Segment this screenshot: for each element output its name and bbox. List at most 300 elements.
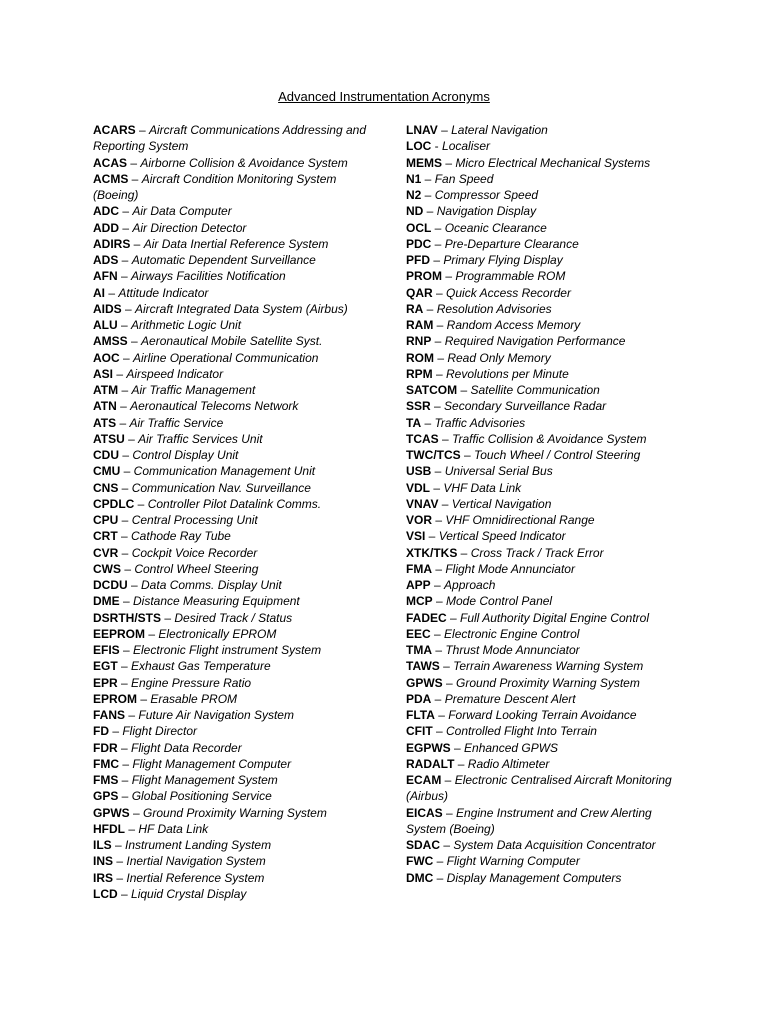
acronym-separator: –: [446, 610, 461, 625]
acronym-abbr: CFIT: [406, 724, 433, 739]
acronym-definition: Vertical Navigation: [451, 496, 552, 511]
acronym-abbr: RAM: [406, 318, 434, 332]
acronym-entry: [93, 431, 378, 447]
acronym-abbr: ADIRS: [93, 236, 131, 251]
acronym-definition: Approach: [444, 578, 496, 592]
acronym-entry: [93, 480, 378, 496]
acronym-separator: –: [423, 204, 437, 219]
acronym-entry: [93, 415, 378, 431]
acronym-definition: Forward Looking Terrain Avoidance: [448, 708, 637, 722]
acronym-definition: Controlled Flight Into Terrain: [446, 724, 597, 739]
acronym-separator: –: [431, 334, 445, 349]
acronym-definition: Aircraft Communications Addressing and Reporting System: [93, 123, 366, 154]
acronym-definition: Touch Wheel / Control Steering: [474, 448, 641, 462]
acronym-abbr: ACMS: [93, 171, 129, 186]
acronym-abbr: CRT: [93, 529, 118, 544]
acronym-definition: Flight Management Computer: [132, 756, 292, 771]
acronym-entry: [406, 415, 686, 431]
acronym-entry: [406, 870, 686, 886]
acronym-separator: –: [442, 269, 456, 284]
acronym-abbr: CDU: [93, 448, 119, 462]
acronym-separator: –: [421, 188, 435, 202]
acronym-separator: –: [438, 496, 452, 511]
acronym-abbr: CMU: [93, 464, 121, 479]
acronym-definition: Distance Measuring Equipment: [133, 594, 300, 609]
acronym-definition: Air Direction Detector: [132, 220, 247, 235]
acronym-separator: –: [116, 415, 130, 430]
acronym-separator: –: [113, 366, 127, 381]
acronym-definition: Electronic Centralised Aircraft Monitoring (Airbus): [406, 773, 672, 804]
acronym-definition: Navigation Display: [436, 204, 537, 219]
acronym-separator: –: [119, 594, 134, 609]
acronym-entry: [93, 788, 378, 804]
acronym-abbr: EFIS: [93, 643, 120, 657]
acronym-abbr: SSR: [406, 399, 431, 414]
acronym-entry: [406, 691, 686, 707]
acronym-separator: –: [439, 659, 454, 674]
acronym-separator: –: [442, 675, 457, 690]
acronym-definition: Exhaust Gas Temperature: [131, 659, 271, 674]
acronym-definition: Revolutions per Minute: [446, 366, 569, 381]
acronym-abbr: LCD: [93, 886, 118, 901]
acronym-abbr: ATSU: [93, 431, 125, 446]
acronym-entry: [93, 236, 378, 252]
acronym-definition: Satellite Communication: [470, 383, 600, 397]
acronym-definition: Engine Instrument and Crew Alerting System (Boeing): [406, 805, 652, 836]
acronym-definition: Premature Descent Alert: [444, 691, 576, 706]
acronym-definition: Oceanic Clearance: [444, 220, 547, 235]
acronym-definition: Airline Operational Communication: [133, 350, 319, 365]
acronym-entry: [93, 707, 378, 723]
acronym-definition: Central Processing Unit: [131, 513, 258, 527]
acronym-separator: –: [421, 415, 435, 430]
acronym-entry: [93, 171, 378, 204]
acronym-abbr: PDA: [406, 691, 432, 706]
acronym-entry: [406, 220, 686, 236]
acronym-separator: –: [442, 155, 456, 170]
acronym-definition: Traffic Advisories: [434, 415, 526, 430]
acronym-separator: –: [130, 236, 144, 251]
acronym-definition: Automatic Dependent Surveillance: [131, 253, 316, 267]
acronym-definition: Air Traffic Service: [129, 415, 224, 430]
acronym-entry: [93, 626, 378, 642]
acronym-entry: [406, 398, 686, 414]
acronym-definition: Read Only Memory: [447, 350, 551, 365]
acronym-separator: –: [433, 870, 447, 885]
acronym-abbr: SDAC: [406, 838, 441, 852]
acronym-separator: –: [118, 480, 132, 495]
acronym-entry: [93, 122, 378, 155]
acronym-definition: Liquid Crystal Display: [131, 886, 247, 901]
acronym-definition: Air Traffic Management: [131, 383, 256, 397]
acronym-definition: Fan Speed: [434, 171, 494, 186]
acronym-entry: [406, 756, 686, 772]
acronym-abbr: ADD: [93, 220, 119, 235]
acronym-abbr: AMSS: [93, 334, 128, 349]
acronym-entry: [93, 398, 378, 414]
acronym-definition: Cockpit Voice Recorder: [131, 545, 258, 560]
acronym-entry: [406, 350, 686, 366]
acronym-definition: Pre-Departure Clearance: [444, 236, 579, 251]
acronym-entry: [93, 350, 378, 366]
acronym-entry: [93, 561, 378, 577]
acronym-abbr: ROM: [406, 350, 434, 365]
acronym-entry: [406, 805, 686, 838]
acronym-entry: [406, 658, 686, 674]
acronym-separator: –: [457, 383, 471, 397]
acronym-separator: –: [433, 854, 447, 869]
acronym-definition: Flight Director: [122, 724, 198, 739]
acronym-abbr: FADEC: [406, 610, 447, 625]
acronym-separator: –: [117, 886, 132, 901]
acronym-abbr: QAR: [406, 285, 433, 300]
acronym-abbr: ILS: [93, 838, 112, 852]
acronym-definition: Arithmetic Logic Unit: [131, 318, 242, 332]
acronym-entry: [93, 805, 378, 821]
acronym-separator: –: [432, 285, 447, 300]
acronym-definition: Electronic Engine Control: [444, 626, 580, 641]
acronym-entry: [93, 577, 378, 593]
acronym-entry: [406, 626, 686, 642]
acronym-separator: –: [117, 318, 132, 332]
acronym-entry: [406, 317, 686, 333]
acronym-separator: –: [430, 253, 444, 267]
acronym-separator: –: [129, 805, 144, 820]
acronym-separator: –: [119, 204, 133, 219]
acronym-definition: Terrain Awareness Warning System: [453, 659, 644, 674]
acronym-definition: Quick Access Recorder: [446, 285, 571, 300]
acronym-column-right: [406, 122, 686, 886]
acronym-abbr: VNAV: [406, 496, 439, 511]
acronym-abbr: GPWS: [406, 675, 443, 690]
acronym-abbr: TMA: [406, 643, 432, 657]
acronym-abbr: RPM: [406, 366, 433, 381]
acronym-definition: Air Traffic Services Unit: [138, 431, 263, 446]
acronym-abbr: CNS: [93, 480, 119, 495]
document-title: Advanced Instrumentation Acronyms: [278, 89, 490, 104]
acronym-definition: Electronically EPROM: [158, 626, 277, 641]
acronym-separator: –: [432, 724, 447, 739]
acronym-entry: [406, 723, 686, 739]
acronym-entry: [93, 642, 378, 658]
acronym-abbr: AI: [93, 285, 105, 300]
acronym-separator: –: [457, 545, 471, 560]
acronym-definition: Resolution Advisories: [436, 301, 552, 316]
acronym-entry: [406, 382, 686, 398]
acronym-abbr: RA: [406, 301, 424, 316]
acronym-definition: Electronic Flight instrument System: [133, 643, 322, 657]
acronym-abbr: PDC: [406, 236, 432, 251]
acronym-entry: [93, 675, 378, 691]
acronym-abbr: N1: [406, 171, 422, 186]
acronym-definition: Desired Track / Status: [174, 610, 293, 625]
acronym-entry: [406, 366, 686, 382]
acronym-abbr: CVR: [93, 545, 119, 560]
acronym-separator: –: [117, 659, 132, 674]
acronym-definition: Secondary Surveillance Radar: [444, 399, 607, 414]
acronym-abbr: TAWS: [406, 659, 440, 674]
acronym-separator: –: [121, 301, 136, 316]
acronym-definition: Air Data Inertial Reference System: [143, 236, 329, 251]
acronym-entry: [93, 317, 378, 333]
acronym-abbr: AIDS: [93, 301, 122, 316]
acronym-entry: [93, 220, 378, 236]
acronym-entry: [406, 610, 686, 626]
acronym-separator: –: [127, 578, 142, 592]
acronym-abbr: TCAS: [406, 431, 439, 446]
acronym-definition: Instrument Landing System: [125, 838, 272, 852]
acronym-abbr: ASI: [93, 366, 114, 381]
acronym-entry: [406, 642, 686, 658]
acronym-entry: [93, 772, 378, 788]
acronym-abbr: INS: [93, 854, 114, 869]
acronym-abbr: AOC: [93, 350, 120, 365]
acronym-definition: Display Management Computers: [446, 870, 622, 885]
acronym-definition: Inertial Navigation System: [126, 854, 266, 869]
acronym-entry: [93, 545, 378, 561]
acronym-separator: –: [117, 529, 132, 544]
acronym-definition: Engine Pressure Ratio: [131, 675, 252, 690]
acronym-separator: –: [117, 740, 132, 755]
acronym-abbr: GPWS: [93, 805, 130, 820]
acronym-separator: –: [121, 561, 135, 576]
acronym-definition: Airways Facilities Notification: [131, 269, 286, 284]
acronym-entry: [406, 122, 686, 138]
acronym-abbr: MEMS: [406, 155, 442, 170]
acronym-abbr: CPDLC: [93, 496, 135, 511]
acronym-entry: [406, 236, 686, 252]
acronym-entry: [406, 203, 686, 219]
acronym-separator: –: [116, 399, 131, 414]
acronym-separator: –: [134, 496, 148, 511]
acronym-abbr: FANS: [93, 708, 126, 722]
acronym-abbr: GPS: [93, 789, 119, 804]
acronym-entry: [406, 480, 686, 496]
acronym-abbr: VDL: [406, 480, 430, 495]
acronym-definition: Random Access Memory: [446, 318, 581, 332]
acronym-separator: –: [431, 691, 445, 706]
acronym-separator: –: [105, 285, 119, 300]
acronym-entry: [406, 155, 686, 171]
acronym-abbr: FWC: [406, 854, 434, 869]
acronym-separator: –: [119, 643, 134, 657]
acronym-abbr: EICAS: [406, 805, 443, 820]
acronym-entry: [93, 837, 378, 853]
acronym-entry: [406, 268, 686, 284]
acronym-entry: [406, 675, 686, 691]
acronym-abbr: EPR: [93, 675, 118, 690]
acronym-abbr: CPU: [93, 513, 119, 527]
acronym-abbr: ADS: [93, 253, 119, 267]
acronym-abbr: LNAV: [406, 123, 438, 137]
acronym-entry: [406, 707, 686, 723]
acronym-definition: Global Positioning Service: [131, 789, 272, 804]
acronym-definition: Localiser: [442, 139, 491, 154]
acronym-entry: [406, 577, 686, 593]
acronym-definition: Flight Management System: [131, 773, 278, 787]
acronym-entry: [406, 463, 686, 479]
acronym-separator: –: [118, 789, 132, 804]
acronym-definition: Universal Serial Bus: [444, 464, 553, 479]
acronym-abbr: RADALT: [406, 756, 455, 771]
acronym-separator: –: [109, 724, 123, 739]
acronym-separator: –: [118, 383, 132, 397]
acronym-entry: [93, 821, 378, 837]
acronym-abbr: EPROM: [93, 691, 138, 706]
acronym-abbr: OCL: [406, 220, 432, 235]
acronym-entry: [406, 593, 686, 609]
acronym-abbr: VOR: [406, 513, 433, 527]
acronym-definition: Primary Flying Display: [443, 253, 563, 267]
acronym-abbr: AFN: [93, 269, 118, 284]
acronym-abbr: DMC: [406, 870, 434, 885]
acronym-entry: [93, 463, 378, 479]
acronym-entry: [406, 837, 686, 853]
acronym-entry: [93, 301, 378, 317]
acronym-separator: –: [430, 399, 445, 414]
acronym-entry: [406, 285, 686, 301]
acronym-separator: –: [118, 513, 132, 527]
acronym-entry: [406, 431, 686, 447]
acronym-abbr: ADC: [93, 204, 119, 219]
acronym-definition: Attitude Indicator: [118, 285, 209, 300]
acronym-entry: [93, 870, 378, 886]
acronym-separator: –: [433, 318, 447, 332]
acronym-definition: Vertical Speed Indicator: [438, 529, 566, 544]
acronym-abbr: DME: [93, 594, 120, 609]
acronym-definition: Enhanced GPWS: [464, 740, 559, 755]
acronym-definition: Air Data Computer: [132, 204, 232, 219]
acronym-entry: [93, 252, 378, 268]
acronym-definition: Traffic Collision & Avoidance System: [452, 431, 647, 446]
acronym-separator: –: [432, 513, 446, 527]
acronym-entry: [93, 285, 378, 301]
acronym-abbr: DSRTH/STS: [93, 610, 162, 625]
acronym-entry: [93, 447, 378, 463]
acronym-definition: Flight Data Recorder: [131, 740, 242, 755]
acronym-abbr: IRS: [93, 870, 114, 885]
acronym-definition: Flight Warning Computer: [446, 854, 580, 869]
acronym-separator: –: [125, 821, 139, 836]
acronym-abbr: EGPWS: [406, 740, 451, 755]
acronym-definition: VHF Data Link: [443, 480, 522, 495]
acronym-separator: –: [431, 236, 445, 251]
acronym-abbr: N2: [406, 188, 422, 202]
acronym-entry: [93, 528, 378, 544]
acronym-abbr: ACAS: [93, 155, 128, 170]
acronym-abbr: APP: [406, 578, 431, 592]
acronym-abbr: FMA: [406, 561, 432, 576]
acronym-entry: [406, 545, 686, 561]
acronym-entry: [406, 561, 686, 577]
acronym-separator: –: [460, 448, 474, 462]
acronym-abbr: TA: [406, 415, 422, 430]
acronym-entry: [93, 723, 378, 739]
acronym-separator: –: [161, 610, 175, 625]
acronym-separator: –: [113, 870, 127, 885]
acronym-definition: HF Data Link: [138, 821, 209, 836]
acronym-definition: Thrust Mode Annunciator: [445, 643, 580, 657]
acronym-definition: Mode Control Panel: [446, 594, 553, 609]
acronym-abbr: FMC: [93, 756, 119, 771]
acronym-abbr: ATM: [93, 383, 119, 397]
acronym-entry: [93, 593, 378, 609]
acronym-separator: –: [430, 480, 444, 495]
acronym-entry: [93, 155, 378, 171]
acronym-separator: –: [119, 350, 134, 365]
acronym-entry: [406, 512, 686, 528]
acronym-entry: [406, 528, 686, 544]
acronym-separator: –: [442, 805, 457, 820]
acronym-abbr: RNP: [406, 334, 432, 349]
acronym-entry: [406, 138, 686, 154]
acronym-entry: [406, 496, 686, 512]
acronym-definition: Communication Nav. Surveillance: [131, 480, 311, 495]
acronym-definition: System Data Acquisition Concentrator: [453, 838, 656, 852]
acronym-separator: –: [430, 578, 445, 592]
acronym-abbr: MCP: [406, 594, 433, 609]
acronym-column-left: [93, 122, 378, 902]
acronym-separator: –: [118, 545, 132, 560]
acronym-abbr: SATCOM: [406, 383, 458, 397]
acronym-separator: –: [127, 334, 142, 349]
acronym-entry: [406, 447, 686, 463]
acronym-definition: Ground Proximity Warning System: [143, 805, 327, 820]
acronym-entry: [93, 333, 378, 349]
acronym-separator: –: [431, 220, 445, 235]
acronym-definition: Inertial Reference System: [126, 870, 265, 885]
acronym-separator: –: [119, 220, 133, 235]
acronym-separator: -: [431, 139, 443, 154]
acronym-separator: –: [135, 123, 150, 137]
acronym-entry: [93, 382, 378, 398]
acronym-abbr: FMS: [93, 773, 119, 787]
acronym-entry: [93, 268, 378, 284]
acronym-entry: [406, 772, 686, 805]
acronym-entry: [93, 740, 378, 756]
acronym-abbr: TWC/TCS: [406, 448, 461, 462]
acronym-abbr: LOC: [406, 139, 432, 154]
acronym-abbr: PROM: [406, 269, 442, 284]
acronym-separator: –: [432, 561, 446, 576]
acronym-definition: Aeronautical Telecoms Network: [130, 399, 299, 414]
acronym-definition: Aircraft Integrated Data System (Airbus): [135, 301, 348, 316]
acronym-definition: Lateral Navigation: [451, 123, 548, 137]
acronym-separator: –: [145, 626, 159, 641]
acronym-abbr: ATS: [93, 415, 117, 430]
acronym-separator: –: [117, 675, 132, 690]
acronym-abbr: USB: [406, 464, 432, 479]
acronym-abbr: ND: [406, 204, 424, 219]
acronym-entry: [93, 853, 378, 869]
acronym-separator: –: [437, 123, 452, 137]
acronym-separator: –: [434, 350, 448, 365]
acronym-separator: –: [432, 594, 447, 609]
acronym-separator: –: [423, 301, 437, 316]
acronym-abbr: EGT: [93, 659, 118, 674]
acronym-entry: [406, 740, 686, 756]
acronym-definition: Airspeed Indicator: [126, 366, 224, 381]
acronym-separator: –: [125, 708, 139, 722]
acronym-separator: –: [119, 448, 133, 462]
acronym-entry: [406, 171, 686, 187]
acronym-definition: VHF Omnidirectional Range: [445, 513, 595, 527]
acronym-definition: Future Air Navigation System: [138, 708, 294, 722]
acronym-separator: –: [425, 529, 439, 544]
acronym-abbr: EEC: [406, 626, 431, 641]
acronym-definition: Erasable PROM: [150, 691, 238, 706]
acronym-separator: –: [432, 366, 447, 381]
